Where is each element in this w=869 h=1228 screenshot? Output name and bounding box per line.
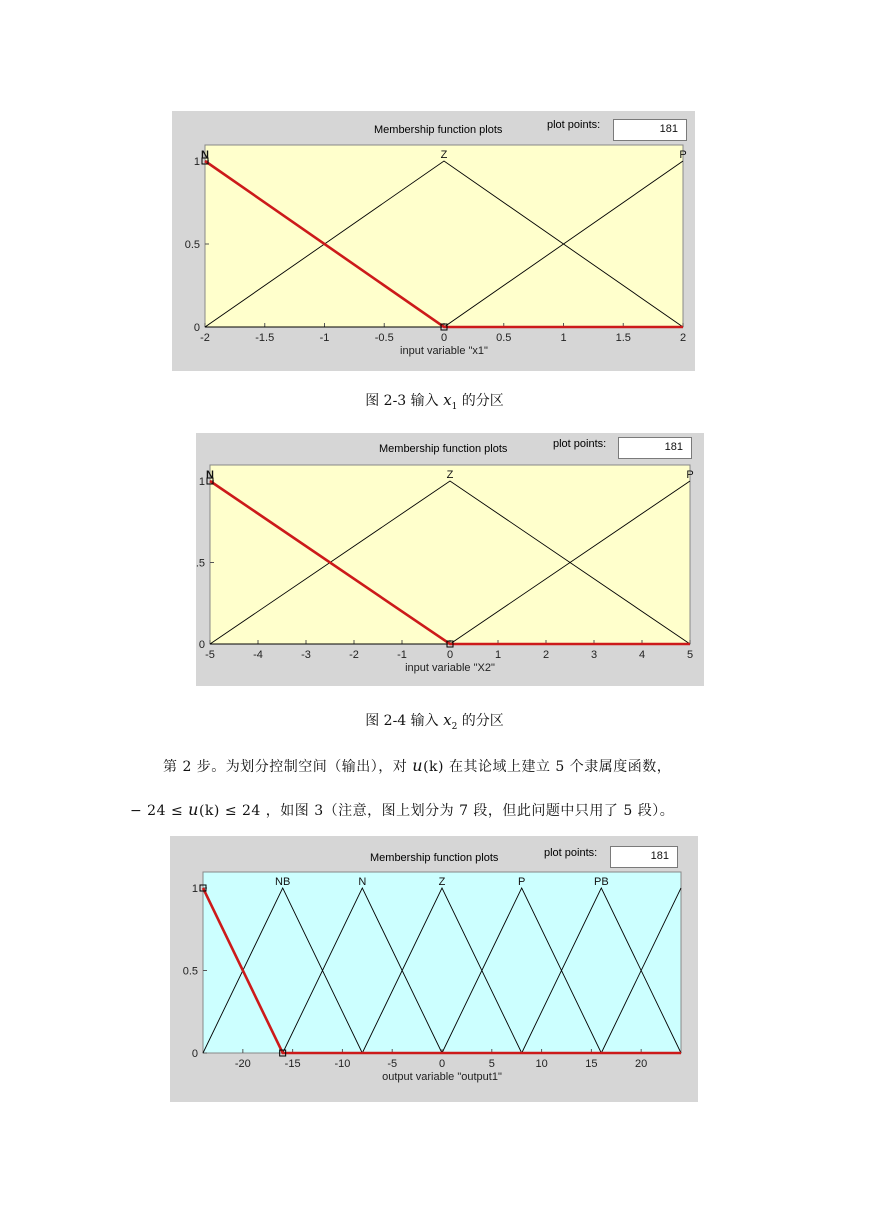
x-tick-label: -1.5 [255,332,275,344]
x-tick-label: 5 [488,1058,495,1070]
x-tick-label: -15 [284,1058,301,1070]
x-tick-label: 2 [542,649,550,661]
mf-plot-x2[interactable] [196,433,704,686]
plot-area[interactable] [205,145,683,327]
x-tick-label: -4 [253,649,263,661]
x-tick-label: 2 [679,332,687,344]
mf-label-n: N [206,469,214,481]
mf-label-n: N [201,149,209,161]
x-tick-label: -10 [334,1058,351,1070]
y-tick-label: 0 [193,322,200,334]
x-tick-label: -2 [200,332,210,344]
plot-title: Membership function plots [379,443,508,455]
plot-area[interactable] [210,465,690,644]
x-tick-label: 0 [438,1058,446,1070]
x-tick-label: 0 [446,649,454,661]
plot-points-input[interactable]: 181 [618,437,692,459]
plot-points-input[interactable]: 181 [613,119,687,141]
mf-label-p: P [686,469,694,481]
plot-area[interactable] [203,872,681,1053]
x-tick-label: 0.5 [496,332,512,344]
x-tick-label: -5 [387,1058,398,1070]
y-tick-label: 1 [198,476,205,488]
x-tick-label: 1 [560,332,567,344]
x-tick-label: 10 [535,1058,548,1070]
mf-label-p: P [517,876,526,888]
y-tick-label: 0 [198,639,205,651]
mf-plot-panel-output1 [170,836,698,1102]
y-tick-label: .5 [196,557,205,570]
x-tick-label: 15 [585,1058,598,1070]
mf-plot-x1[interactable] [172,111,695,371]
x-tick-label: 5 [686,649,694,661]
x-axis-label: input variable "x1" [400,345,488,357]
x-tick-label: 1 [494,649,502,661]
x-tick-label: -1 [319,332,330,344]
mf-label-z: Z [440,149,448,161]
y-tick-label: 1 [191,883,198,895]
plot-points-input[interactable]: 181 [610,846,678,868]
x-axis-label: output variable "output1" [382,1071,502,1083]
mf-label-pb: PB [593,876,609,888]
x-tick-label: 3 [590,649,598,661]
mf-label-nb: NB [275,876,291,888]
mf-plot-output1[interactable] [170,836,698,1102]
mf-label-z: Z [446,469,454,481]
mf-label-p: P [679,149,687,161]
x-tick-label: -2 [349,649,359,661]
mf-plot-panel-x1 [172,111,695,371]
x-tick-label: 4 [638,649,646,661]
x-tick-label: -5 [205,649,215,661]
y-tick-label: 0.5 [182,965,198,978]
figure-caption-2-4: 图 2-4 输入 $x_2$ 的分区 [365,711,504,732]
plot-title: Membership function plots [370,852,499,864]
plot-points-label: plot points: [553,438,607,450]
plot-points-label: plot points: [547,119,601,131]
x-tick-label: -0.5 [374,332,394,344]
x-tick-label: 0 [440,332,448,344]
mf-label-z: Z [438,876,446,888]
x-tick-label: -20 [234,1058,251,1070]
plot-points-label: plot points: [544,847,598,859]
mf-plot-panel-x2 [196,433,704,686]
x-tick-label: -1 [397,649,407,661]
step2-paragraph-line2: − 24 ≤ u(k) ≤ 24 ，如图 3（注意，图上划分为 7 段，但此问题中只用了 5 段）。 [130,800,675,819]
x-tick-label: -3 [301,649,311,661]
y-tick-label: 1 [193,156,200,168]
x-axis-label: input variable "X2" [405,662,495,674]
plot-title: Membership function plots [374,124,503,136]
step2-paragraph-line1: 第 2 步。为划分控制空间（输出），对 u(k) 在其论域上建立 5 个隶属度函数， [163,756,672,775]
mf-label-n: N [358,876,367,888]
y-tick-label: 0.5 [184,239,200,251]
x-tick-label: 1.5 [615,332,631,344]
figure-caption-2-3: 图 2-3 输入 $x_1$ 的分区 [365,391,504,412]
x-tick-label: 20 [635,1058,648,1070]
y-tick-label: 0 [191,1048,198,1060]
